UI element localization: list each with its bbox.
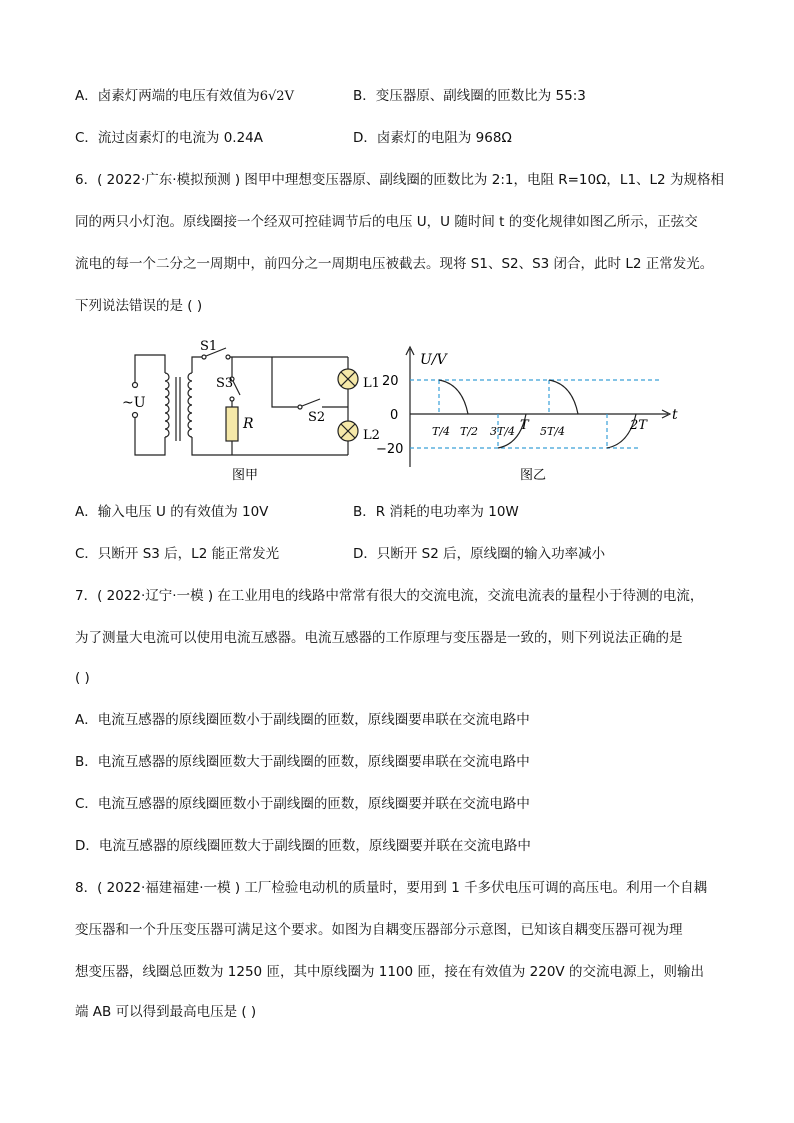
q6-stem-line-2: 同的两只小灯泡。原线圈接一个经双可控硅调节后的电压 U，U 随时间 t 的变化规律如图乙所示，正弦交 (75, 214, 698, 230)
q7-option-d: D．电流互感器的原线圈匝数大于副线圈的匝数，原线圈要并联在交流电路中 (75, 838, 531, 854)
q5-option-a: A．卤素灯两端的电压有效值为6√2V (75, 88, 294, 104)
q6-stem-line-3: 流电的每一个二分之一周期中，前四分之一周期电压被截去。现将 S1、S2、S3 闭合，此时 L2 正常发光。 (75, 256, 714, 272)
q7-stem-line-1: 7．( 2022·辽宁·一模 ) 在工业用电的线路中常常有很大的交流电流，交流电流表的量程小于待测的电流， (75, 588, 704, 604)
q7-option-a: A．电流互感器的原线圈匝数小于副线圈的匝数，原线圈要串联在交流电路中 (75, 712, 530, 728)
q8-stem-line-2: 变压器和一个升压变压器可满足这个要求。如图为自耦变压器部分示意图，已知该自耦变压器可视为理 (75, 922, 683, 938)
circuit-label-l1: L1 (363, 376, 380, 391)
circuit-label-s1: S1 (200, 339, 218, 354)
circuit-label-source: ~U (122, 395, 146, 411)
axis-label-y: U/V (420, 352, 447, 368)
tick-label-20: 20 (382, 374, 399, 389)
tick-label-0: 0 (390, 408, 399, 423)
q7-option-b: B．电流互感器的原线圈匝数大于副线圈的匝数，原线圈要串联在交流电路中 (75, 754, 530, 770)
q6-stem-line-1: 6．( 2022·广东·模拟预测 ) 图甲中理想变压器原、副线圈的匝数比为 2:1，电阻 R=10Ω，L1、L2 为规格相 (75, 172, 724, 188)
q8-stem-line-1: 8．( 2022·福建福建·一模 ) 工厂检验电动机的质量时，要用到 1 千多伏电压可调的高压电。利用一个自耦 (75, 880, 708, 896)
q6-option-a: A．输入电压 U 的有效值为 10V (75, 504, 269, 520)
q6-option-b: B．R 消耗的电功率为 10W (353, 504, 519, 520)
q7-stem-line-3: ( ) (75, 670, 90, 686)
q5-option-d: D．卤素灯的电阻为 968Ω (353, 130, 512, 146)
circuit-label-s2: S2 (308, 410, 326, 425)
q7-stem-line-2: 为了测量大电流可以使用电流互感器。电流互感器的工作原理与变压器是一致的，则下列说法正确的是 (75, 630, 683, 646)
tick-label-t-quarter: T/4 (432, 425, 451, 438)
q5-option-c: C．流过卤素灯的电流为 0.24A (75, 130, 264, 146)
tick-label-neg20: −20 (376, 442, 404, 457)
tick-label-3t-quarter: 3T/4 (490, 425, 516, 438)
q5-option-a-value: 6√2V (259, 89, 294, 104)
fig-a-caption: 图甲 (232, 468, 259, 483)
tick-label-2t: 2T (630, 418, 647, 433)
q6-figure (120, 337, 680, 487)
q6-option-c: C．只断开 S3 后，L2 能正常发光 (75, 546, 280, 562)
q7-option-c: C．电流互感器的原线圈匝数小于副线圈的匝数，原线圈要并联在交流电路中 (75, 796, 530, 812)
circuit-label-s3: S3 (216, 376, 234, 391)
q8-stem-line-4: 端 AB 可以得到最高电压是 ( ) (75, 1004, 257, 1020)
q8-stem-line-3: 想变压器，线圈总匝数为 1250 匝，其中原线圈为 1100 匝，接在有效值为 220V 的交流电源上，则输出 (75, 964, 704, 980)
tick-label-t-half: T/2 (460, 425, 479, 438)
fig-b-caption: 图乙 (520, 468, 547, 483)
circuit-label-r: R (243, 416, 254, 432)
axis-label-x: t (672, 407, 678, 423)
tick-label-t: T (520, 418, 529, 433)
q6-option-d: D．只断开 S2 后，原线圈的输入功率减小 (353, 546, 606, 562)
circuit-diagram (133, 348, 359, 455)
tick-label-5t-quarter: 5T/4 (540, 425, 566, 438)
q6-stem-line-4: 下列说法错误的是 ( ) (75, 298, 203, 314)
circuit-label-l2: L2 (363, 428, 380, 443)
q5-option-b: B．变压器原、副线圈的匝数比为 55:3 (353, 88, 586, 104)
